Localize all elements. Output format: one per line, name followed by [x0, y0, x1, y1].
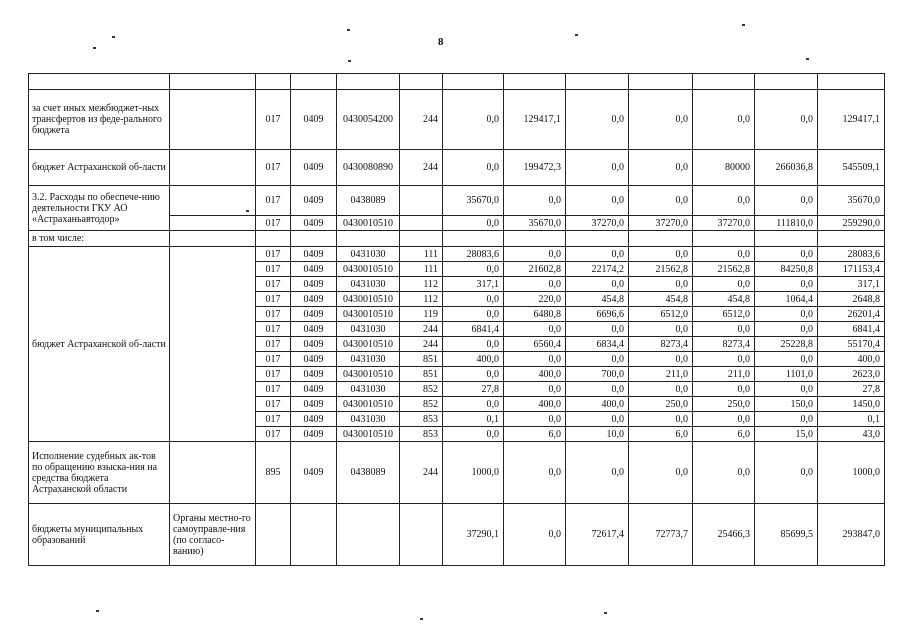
- section-cell: 0409: [291, 337, 337, 352]
- value-cell: 84250,8: [755, 262, 818, 277]
- expense-type-cell: 119: [400, 307, 443, 322]
- value-cell: 0,0: [443, 427, 504, 442]
- value-cell: 27,8: [818, 382, 885, 397]
- expense-type-cell: 112: [400, 277, 443, 292]
- value-cell: 6,0: [629, 427, 693, 442]
- value-cell: 266036,8: [755, 150, 818, 186]
- target-article-cell: 0431030: [337, 247, 400, 262]
- value-cell: 6480,8: [504, 307, 566, 322]
- expense-type-cell: 852: [400, 397, 443, 412]
- grbs-cell: 017: [256, 150, 291, 186]
- header-cell: [566, 74, 629, 90]
- value-cell: 0,0: [629, 150, 693, 186]
- row-name-cell: 3.2. Расходы по обеспече-нию деятельности ГКУ АО «Астраханьавтодор»: [29, 186, 170, 231]
- value-cell: 400,0: [443, 352, 504, 367]
- table-row: [29, 90, 885, 150]
- value-cell: 317,1: [443, 277, 504, 292]
- value-cell: 250,0: [629, 397, 693, 412]
- value-cell: 37270,0: [693, 216, 755, 231]
- target-article-cell: [337, 504, 400, 566]
- value-cell: 0,0: [504, 247, 566, 262]
- row-name-cell: Исполнение судебных ак-тов по обращению взыска-ния на средства бюджета Астраханской области: [29, 442, 170, 504]
- value-cell: 400,0: [504, 367, 566, 382]
- value-cell: 0,0: [755, 352, 818, 367]
- grbs-cell: 017: [256, 186, 291, 216]
- executor-cell: Органы местно-го самоуправле-ния (по согласо-ванию): [170, 504, 256, 566]
- grbs-cell: [256, 504, 291, 566]
- empty-cell: [337, 231, 400, 247]
- value-cell: 6841,4: [818, 322, 885, 337]
- value-cell: 220,0: [504, 292, 566, 307]
- value-cell: 0,0: [504, 412, 566, 427]
- value-cell: 0,0: [443, 262, 504, 277]
- grbs-cell: 017: [256, 322, 291, 337]
- value-cell: 6560,4: [504, 337, 566, 352]
- value-cell: 28083,6: [443, 247, 504, 262]
- value-cell: 0,0: [693, 352, 755, 367]
- value-cell: 454,8: [566, 292, 629, 307]
- section-cell: 0409: [291, 150, 337, 186]
- grbs-cell: 017: [256, 247, 291, 262]
- value-cell: 25466,3: [693, 504, 755, 566]
- target-article-cell: 0430010510: [337, 216, 400, 231]
- target-article-cell: 0430010510: [337, 262, 400, 277]
- section-cell: 0409: [291, 442, 337, 504]
- value-cell: 0,1: [443, 412, 504, 427]
- value-cell: 0,0: [755, 442, 818, 504]
- value-cell: 1450,0: [818, 397, 885, 412]
- value-cell: 0,0: [755, 322, 818, 337]
- value-cell: 21562,8: [629, 262, 693, 277]
- value-cell: 72617,4: [566, 504, 629, 566]
- value-cell: 22174,2: [566, 262, 629, 277]
- grbs-cell: 017: [256, 307, 291, 322]
- value-cell: 72773,7: [629, 504, 693, 566]
- header-cell: [337, 74, 400, 90]
- value-cell: 6834,4: [566, 337, 629, 352]
- value-cell: 0,0: [566, 247, 629, 262]
- target-article-cell: 0431030: [337, 352, 400, 367]
- value-cell: 26201,4: [818, 307, 885, 322]
- value-cell: 545509,1: [818, 150, 885, 186]
- value-cell: 1000,0: [818, 442, 885, 504]
- section-cell: [291, 504, 337, 566]
- grbs-cell: 017: [256, 412, 291, 427]
- value-cell: 129417,1: [818, 90, 885, 150]
- value-cell: 37290,1: [443, 504, 504, 566]
- value-cell: 400,0: [566, 397, 629, 412]
- executor-cell: [170, 186, 256, 216]
- value-cell: 43,0: [818, 427, 885, 442]
- grbs-cell: 017: [256, 262, 291, 277]
- value-cell: 21562,8: [693, 262, 755, 277]
- value-cell: 0,0: [629, 186, 693, 216]
- expense-type-cell: 853: [400, 427, 443, 442]
- value-cell: 0,0: [566, 322, 629, 337]
- target-article-cell: 0430010510: [337, 292, 400, 307]
- value-cell: 0,0: [443, 90, 504, 150]
- value-cell: 0,0: [443, 367, 504, 382]
- section-cell: 0409: [291, 322, 337, 337]
- expense-type-cell: 244: [400, 322, 443, 337]
- value-cell: 0,0: [629, 352, 693, 367]
- value-cell: 250,0: [693, 397, 755, 412]
- page-number: 8: [438, 36, 444, 48]
- scan-speck: [806, 58, 809, 60]
- header-cell: [504, 74, 566, 90]
- target-article-cell: 0438089: [337, 186, 400, 216]
- section-cell: 0409: [291, 90, 337, 150]
- value-cell: 10,0: [566, 427, 629, 442]
- table-header-row: [29, 74, 885, 90]
- value-cell: 0,0: [443, 337, 504, 352]
- empty-cell: [504, 231, 566, 247]
- value-cell: 0,0: [755, 186, 818, 216]
- section-cell: 0409: [291, 367, 337, 382]
- scan-speck: [347, 29, 350, 31]
- value-cell: 0,0: [693, 382, 755, 397]
- value-cell: 35670,0: [443, 186, 504, 216]
- section-cell: 0409: [291, 292, 337, 307]
- section-cell: 0409: [291, 427, 337, 442]
- section-cell: 0409: [291, 247, 337, 262]
- value-cell: 199472,3: [504, 150, 566, 186]
- row-name-cell: в том числе:: [29, 231, 170, 247]
- value-cell: 0,0: [566, 352, 629, 367]
- value-cell: 2623,0: [818, 367, 885, 382]
- grbs-cell: 017: [256, 90, 291, 150]
- expense-type-cell: [400, 186, 443, 216]
- table-row: [29, 150, 885, 186]
- value-cell: 55170,4: [818, 337, 885, 352]
- value-cell: 0,0: [755, 277, 818, 292]
- expense-type-cell: 111: [400, 262, 443, 277]
- value-cell: 0,0: [566, 412, 629, 427]
- section-cell: 0409: [291, 352, 337, 367]
- expense-type-cell: 853: [400, 412, 443, 427]
- value-cell: 0,0: [693, 322, 755, 337]
- value-cell: 0,0: [629, 322, 693, 337]
- value-cell: 0,0: [504, 186, 566, 216]
- header-cell: [818, 74, 885, 90]
- header-cell: [629, 74, 693, 90]
- value-cell: 0,0: [504, 352, 566, 367]
- value-cell: 0,0: [693, 90, 755, 150]
- value-cell: 35670,0: [818, 186, 885, 216]
- executor-cell: [170, 247, 256, 442]
- header-cell: [256, 74, 291, 90]
- section-cell: 0409: [291, 382, 337, 397]
- value-cell: 0,0: [566, 382, 629, 397]
- target-article-cell: 0430010510: [337, 337, 400, 352]
- value-cell: 129417,1: [504, 90, 566, 150]
- value-cell: 400,0: [818, 352, 885, 367]
- value-cell: 0,0: [504, 322, 566, 337]
- value-cell: 6512,0: [693, 307, 755, 322]
- value-cell: 0,0: [566, 442, 629, 504]
- value-cell: 211,0: [693, 367, 755, 382]
- value-cell: 0,0: [443, 150, 504, 186]
- value-cell: 0,0: [504, 442, 566, 504]
- value-cell: 0,0: [504, 504, 566, 566]
- empty-cell: [566, 231, 629, 247]
- expense-type-cell: [400, 504, 443, 566]
- section-cell: 0409: [291, 397, 337, 412]
- value-cell: 0,0: [443, 397, 504, 412]
- target-article-cell: 0430010510: [337, 397, 400, 412]
- value-cell: 0,0: [566, 150, 629, 186]
- value-cell: 35670,0: [504, 216, 566, 231]
- value-cell: 211,0: [629, 367, 693, 382]
- expense-type-cell: 244: [400, 90, 443, 150]
- scan-speck: [420, 618, 423, 620]
- grbs-cell: 017: [256, 367, 291, 382]
- header-cell: [170, 74, 256, 90]
- value-cell: 8273,4: [629, 337, 693, 352]
- value-cell: 0,0: [504, 277, 566, 292]
- section-cell: 0409: [291, 307, 337, 322]
- target-article-cell: 0430010510: [337, 307, 400, 322]
- expense-type-cell: 244: [400, 442, 443, 504]
- grbs-cell: 895: [256, 442, 291, 504]
- value-cell: 0,0: [629, 90, 693, 150]
- grbs-cell: 017: [256, 382, 291, 397]
- value-cell: 8273,4: [693, 337, 755, 352]
- target-article-cell: 0431030: [337, 322, 400, 337]
- value-cell: 6,0: [504, 427, 566, 442]
- scan-speck: [575, 34, 578, 36]
- grbs-cell: 017: [256, 277, 291, 292]
- value-cell: 6841,4: [443, 322, 504, 337]
- value-cell: 80000: [693, 150, 755, 186]
- value-cell: 454,8: [693, 292, 755, 307]
- section-cell: 0409: [291, 262, 337, 277]
- empty-cell: [170, 231, 256, 247]
- value-cell: 0,1: [818, 412, 885, 427]
- expense-type-cell: 112: [400, 292, 443, 307]
- value-cell: 0,0: [755, 307, 818, 322]
- value-cell: 0,0: [755, 247, 818, 262]
- grbs-cell: 017: [256, 292, 291, 307]
- executor-cell: [170, 216, 256, 231]
- value-cell: 0,0: [504, 382, 566, 397]
- value-cell: 0,0: [755, 382, 818, 397]
- value-cell: 6,0: [693, 427, 755, 442]
- value-cell: 1064,4: [755, 292, 818, 307]
- budget-table-body: [29, 74, 885, 566]
- empty-cell: [291, 231, 337, 247]
- header-cell: [693, 74, 755, 90]
- table-row: [29, 504, 885, 566]
- expense-type-cell: 852: [400, 382, 443, 397]
- scan-speck: [112, 36, 115, 38]
- value-cell: 2648,8: [818, 292, 885, 307]
- value-cell: 0,0: [755, 412, 818, 427]
- value-cell: 0,0: [693, 277, 755, 292]
- header-cell: [443, 74, 504, 90]
- empty-cell: [629, 231, 693, 247]
- target-article-cell: 0430080890: [337, 150, 400, 186]
- row-name-cell: за счет иных межбюджет-ных трансфертов из феде-рального бюджета: [29, 90, 170, 150]
- value-cell: 0,0: [443, 292, 504, 307]
- value-cell: 0,0: [443, 216, 504, 231]
- section-cell: 0409: [291, 216, 337, 231]
- value-cell: 27,8: [443, 382, 504, 397]
- value-cell: 0,0: [629, 247, 693, 262]
- value-cell: 28083,6: [818, 247, 885, 262]
- value-cell: 0,0: [566, 277, 629, 292]
- value-cell: 0,0: [693, 247, 755, 262]
- value-cell: 400,0: [504, 397, 566, 412]
- value-cell: 25228,8: [755, 337, 818, 352]
- value-cell: 0,0: [566, 90, 629, 150]
- expense-type-cell: 851: [400, 352, 443, 367]
- expense-type-cell: 244: [400, 337, 443, 352]
- target-article-cell: 0431030: [337, 412, 400, 427]
- scan-speck: [93, 47, 96, 49]
- scan-speck: [604, 612, 607, 614]
- value-cell: 293847,0: [818, 504, 885, 566]
- value-cell: 171153,4: [818, 262, 885, 277]
- empty-cell: [400, 231, 443, 247]
- empty-cell: [256, 231, 291, 247]
- expense-type-cell: [400, 216, 443, 231]
- scan-speck: [742, 24, 745, 26]
- empty-cell: [693, 231, 755, 247]
- value-cell: 0,0: [566, 186, 629, 216]
- value-cell: 85699,5: [755, 504, 818, 566]
- empty-cell: [443, 231, 504, 247]
- section-cell: 0409: [291, 412, 337, 427]
- row-name-cell: бюджеты муниципальных образований: [29, 504, 170, 566]
- executor-cell: [170, 442, 256, 504]
- table-row: [29, 231, 885, 247]
- section-cell: 0409: [291, 277, 337, 292]
- value-cell: 700,0: [566, 367, 629, 382]
- value-cell: 1101,0: [755, 367, 818, 382]
- target-article-cell: 0438089: [337, 442, 400, 504]
- expense-type-cell: 244: [400, 150, 443, 186]
- expense-type-cell: 111: [400, 247, 443, 262]
- value-cell: 150,0: [755, 397, 818, 412]
- empty-cell: [818, 231, 885, 247]
- empty-cell: [755, 231, 818, 247]
- scan-speck: [348, 60, 351, 62]
- header-cell: [291, 74, 337, 90]
- value-cell: 0,0: [755, 90, 818, 150]
- value-cell: 0,0: [693, 442, 755, 504]
- header-cell: [400, 74, 443, 90]
- table-row: [29, 442, 885, 504]
- row-name-cell: бюджет Астраханской об-ласти: [29, 247, 170, 442]
- header-cell: [29, 74, 170, 90]
- executor-cell: [170, 90, 256, 150]
- value-cell: 0,0: [629, 277, 693, 292]
- grbs-cell: 017: [256, 427, 291, 442]
- target-article-cell: 0431030: [337, 382, 400, 397]
- target-article-cell: 0430054200: [337, 90, 400, 150]
- grbs-cell: 017: [256, 216, 291, 231]
- value-cell: 21602,8: [504, 262, 566, 277]
- table-row: [29, 247, 885, 262]
- header-cell: [755, 74, 818, 90]
- value-cell: 317,1: [818, 277, 885, 292]
- value-cell: 37270,0: [629, 216, 693, 231]
- value-cell: 37270,0: [566, 216, 629, 231]
- value-cell: 0,0: [693, 412, 755, 427]
- target-article-cell: 0431030: [337, 277, 400, 292]
- value-cell: 259290,0: [818, 216, 885, 231]
- grbs-cell: 017: [256, 337, 291, 352]
- row-name-cell: бюджет Астраханской об-ласти: [29, 150, 170, 186]
- value-cell: 6696,6: [566, 307, 629, 322]
- grbs-cell: 017: [256, 352, 291, 367]
- budget-table: [28, 73, 885, 566]
- value-cell: 15,0: [755, 427, 818, 442]
- value-cell: 0,0: [443, 307, 504, 322]
- value-cell: 6512,0: [629, 307, 693, 322]
- table-row: [29, 186, 885, 216]
- value-cell: 111810,0: [755, 216, 818, 231]
- target-article-cell: 0430010510: [337, 367, 400, 382]
- value-cell: 0,0: [629, 382, 693, 397]
- value-cell: 0,0: [693, 186, 755, 216]
- value-cell: 0,0: [629, 412, 693, 427]
- executor-cell: [170, 150, 256, 186]
- target-article-cell: 0430010510: [337, 427, 400, 442]
- value-cell: 0,0: [629, 442, 693, 504]
- value-cell: 454,8: [629, 292, 693, 307]
- value-cell: 1000,0: [443, 442, 504, 504]
- expense-type-cell: 851: [400, 367, 443, 382]
- grbs-cell: 017: [256, 397, 291, 412]
- scan-speck: [96, 610, 99, 612]
- section-cell: 0409: [291, 186, 337, 216]
